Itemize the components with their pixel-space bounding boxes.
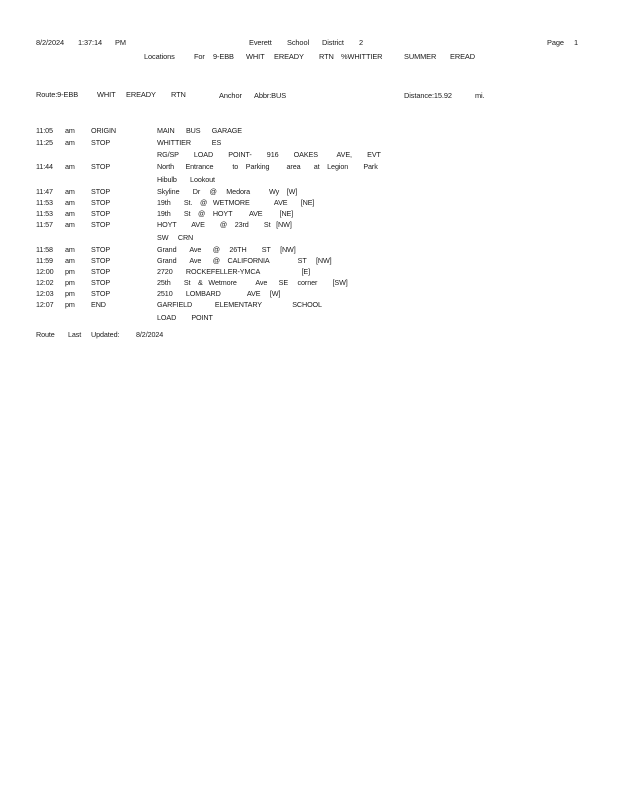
- table-row: [0, 126, 618, 136]
- district-word-2: School: [287, 38, 309, 47]
- stop-type: STOP: [91, 267, 111, 276]
- district-word-3: District: [322, 38, 344, 47]
- route-whit: WHIT: [97, 90, 116, 99]
- stop-description: Hibulb Lookout: [157, 175, 215, 184]
- stop-description: Skyline Dr @ Medora Wy [W]: [157, 187, 298, 196]
- subtitle-eread: EREAD: [450, 52, 475, 61]
- stop-ampm: am: [65, 187, 75, 196]
- table-row: [0, 175, 618, 185]
- subtitle-for: For: [194, 52, 205, 61]
- stop-description: 25th St & Wetmore Ave SE corner [SW]: [157, 278, 348, 287]
- stop-type: STOP: [91, 138, 111, 147]
- stop-description: GARFIELD ELEMENTARY SCHOOL: [157, 300, 322, 309]
- district-word-4: 2: [359, 38, 364, 47]
- stop-time: 12:02: [36, 278, 54, 287]
- stop-ampm: am: [65, 209, 75, 218]
- stop-time: 11:53: [36, 209, 53, 218]
- footer-updated: Updated:: [91, 330, 120, 339]
- stop-description: Grand Ave @ CALIFORNIA ST [NW]: [157, 256, 332, 265]
- stop-time: 11:44: [36, 162, 53, 171]
- table-row: [0, 313, 618, 323]
- table-row: [0, 278, 618, 288]
- stop-ampm: am: [65, 138, 75, 147]
- page-number: 1: [574, 38, 579, 47]
- report-time: 1:37:14: [78, 38, 102, 47]
- route-label: Route:9-EBB: [36, 90, 79, 99]
- route-rtn: RTN: [171, 90, 186, 99]
- stop-description: SW CRN: [157, 233, 194, 242]
- stop-type: STOP: [91, 289, 111, 298]
- route-eready: EREADY: [126, 90, 156, 99]
- stop-time: 12:00: [36, 267, 54, 276]
- stop-time: 11:53: [36, 198, 53, 207]
- stop-type: ORIGIN: [91, 126, 116, 135]
- footer-route: Route: [36, 330, 55, 339]
- report-date: 8/2/2024: [36, 38, 64, 47]
- table-row: [0, 150, 618, 160]
- stop-description: LOAD POINT: [157, 313, 213, 322]
- stop-ampm: pm: [65, 289, 75, 298]
- table-row: [0, 220, 618, 230]
- table-row: [0, 289, 618, 299]
- stop-description: 19th St @ HOYT AVE [NE]: [157, 209, 294, 218]
- stop-description: WHITTIER ES: [157, 138, 222, 147]
- table-row: [0, 209, 618, 219]
- stop-description: 2510 LOMBARD AVE [W]: [157, 289, 281, 298]
- stop-ampm: am: [65, 256, 75, 265]
- district-word-1: Everett: [249, 38, 272, 47]
- stop-type: STOP: [91, 187, 111, 196]
- stop-time: 12:03: [36, 289, 54, 298]
- anchor-label: Anchor: [219, 91, 242, 100]
- table-row: [0, 245, 618, 255]
- footer-last: Last: [68, 330, 82, 339]
- table-row: [0, 138, 618, 148]
- subtitle-whit: WHIT: [246, 52, 265, 61]
- stop-time: 11:59: [36, 256, 53, 265]
- stop-ampm: am: [65, 198, 75, 207]
- stop-type: STOP: [91, 245, 111, 254]
- stop-ampm: am: [65, 162, 75, 171]
- table-row: [0, 256, 618, 266]
- stop-time: 11:57: [36, 220, 53, 229]
- stop-type: STOP: [91, 162, 111, 171]
- stop-time: 11:58: [36, 245, 53, 254]
- subtitle-route-code: 9-EBB: [213, 52, 234, 61]
- stop-time: 12:07: [36, 300, 54, 309]
- report-ampm: PM: [115, 38, 126, 47]
- stop-type: STOP: [91, 209, 111, 218]
- stop-type: STOP: [91, 278, 111, 287]
- footer-date: 8/2/2024: [136, 330, 164, 339]
- stop-time: 11:47: [36, 187, 53, 196]
- stop-type: END: [91, 300, 106, 309]
- stop-description: MAIN BUS GARAGE: [157, 126, 242, 135]
- stop-time: 11:25: [36, 138, 53, 147]
- distance-label: Distance:15.92: [404, 91, 452, 100]
- table-row: [0, 267, 618, 277]
- stop-ampm: am: [65, 126, 75, 135]
- stop-description: Grand Ave @ 26TH ST [NW]: [157, 245, 296, 254]
- subtitle-summer: SUMMER: [404, 52, 437, 61]
- stop-ampm: pm: [65, 300, 75, 309]
- subtitle-whittier: %WHITTIER: [341, 52, 383, 61]
- table-row: [0, 198, 618, 208]
- stop-type: STOP: [91, 256, 111, 265]
- stop-ampm: pm: [65, 267, 75, 276]
- stop-description: RG/SP LOAD POINT- 916 OAKES AVE, EVT: [157, 150, 381, 159]
- table-row: [0, 162, 618, 172]
- stop-ampm: pm: [65, 278, 75, 287]
- stop-type: STOP: [91, 198, 111, 207]
- subtitle-locations: Locations: [144, 52, 175, 61]
- abbr-label: Abbr:BUS: [254, 91, 287, 100]
- page-label: Page: [547, 38, 564, 47]
- distance-unit: mi.: [475, 91, 485, 100]
- table-row: [0, 233, 618, 243]
- stop-ampm: am: [65, 220, 75, 229]
- stop-description: North Entrance to Parking area at Legion Park: [157, 162, 378, 171]
- stop-time: 11:05: [36, 126, 53, 135]
- stop-ampm: am: [65, 245, 75, 254]
- stop-description: 19th St. @ WETMORE AVE [NE]: [157, 198, 315, 207]
- stop-description: HOYT AVE @ 23rd St [NW]: [157, 220, 292, 229]
- stop-description: 2720 ROCKEFELLER-YMCA [E]: [157, 267, 310, 276]
- stop-type: STOP: [91, 220, 111, 229]
- table-row: [0, 300, 618, 310]
- subtitle-rtn: RTN: [319, 52, 334, 61]
- table-row: [0, 187, 618, 197]
- subtitle-eready: EREADY: [274, 52, 304, 61]
